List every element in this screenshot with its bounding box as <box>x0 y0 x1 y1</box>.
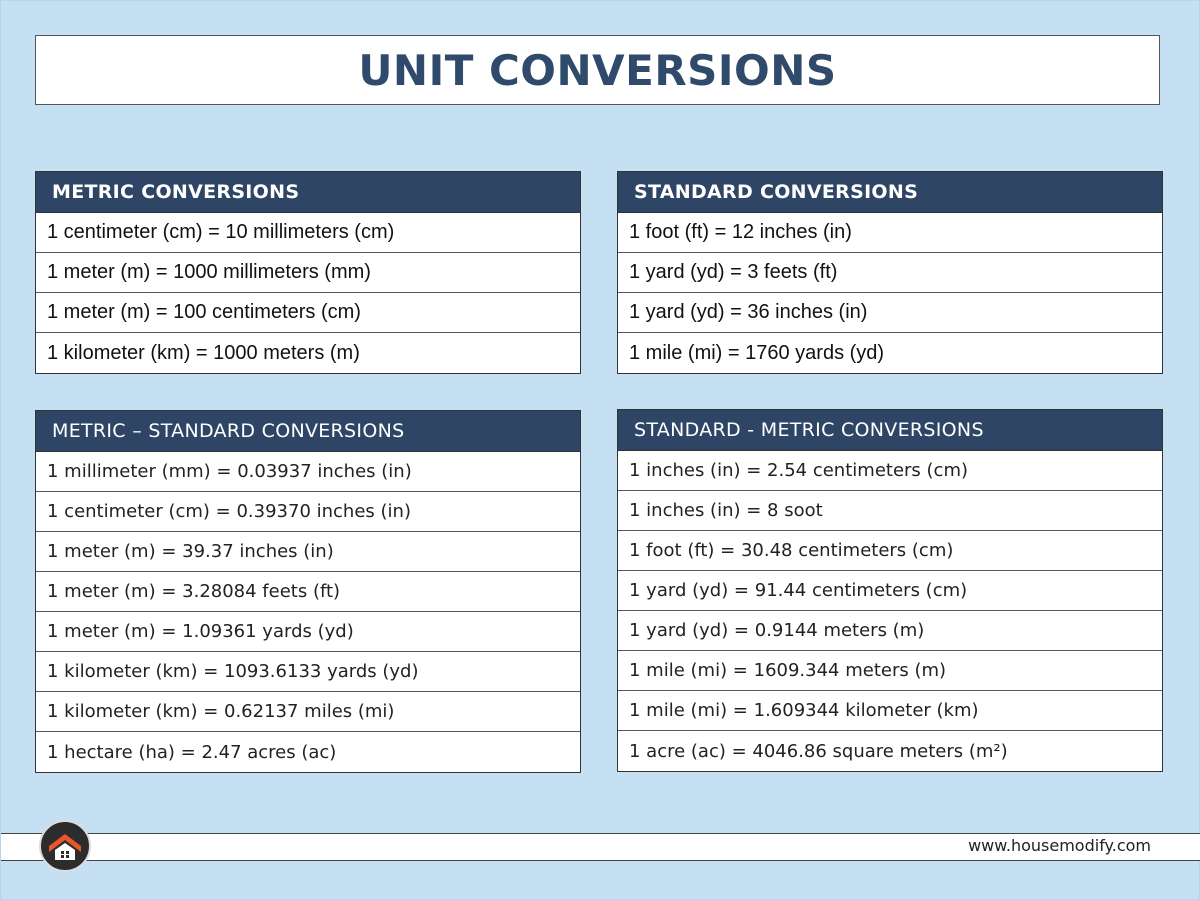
website-link[interactable]: www.housemodify.com <box>968 836 1151 855</box>
table-header: STANDARD - METRIC CONVERSIONS <box>618 410 1162 451</box>
page-title: UNIT CONVERSIONS <box>358 45 837 95</box>
table-row: 1 kilometer (km) = 1000 meters (m) <box>47 341 360 364</box>
table-row: 1 yard (yd) = 0.9144 meters (m) <box>618 611 1162 651</box>
table-row: 1 mile (mi) = 1760 yards (yd) <box>629 341 885 364</box>
table-header: METRIC CONVERSIONS <box>36 172 580 213</box>
table-row: 1 yard (yd) = 3 feets (ft) <box>618 253 1162 293</box>
table-row: 1 foot (ft) = 30.48 centimeters (cm) <box>618 531 1162 571</box>
metric-standard-conversions-table <box>35 410 581 773</box>
table-row: 1 centimeter (cm) = 0.39370 inches (in) <box>36 492 580 532</box>
table-row: 1 hectare (ha) = 2.47 acres (ac) <box>47 741 337 763</box>
table-row: 1 yard (yd) = 91.44 centimeters (cm) <box>618 571 1162 611</box>
table-row: 1 centimeter (cm) = 10 millimeters (cm) <box>36 213 580 253</box>
title-banner <box>35 35 1160 105</box>
table-row: 1 kilometer (km) = 1093.6133 yards (yd) <box>36 652 580 692</box>
standard-metric-conversions-table <box>617 409 1163 772</box>
table-row: 1 inches (in) = 2.54 centimeters (cm) <box>618 451 1162 491</box>
table-header: METRIC – STANDARD CONVERSIONS <box>36 411 580 452</box>
table-row: 1 meter (m) = 39.37 inches (in) <box>36 532 580 572</box>
table-header: STANDARD CONVERSIONS <box>618 172 1162 213</box>
table-row: 1 acre (ac) = 4046.86 square meters (m²) <box>629 740 1008 762</box>
standard-conversions-table <box>617 171 1163 374</box>
table-row: 1 kilometer (km) = 0.62137 miles (mi) <box>36 692 580 732</box>
table-row: 1 meter (m) = 1000 millimeters (mm) <box>36 253 580 293</box>
table-row: 1 inches (in) = 8 soot <box>618 491 1162 531</box>
table-row: 1 mile (mi) = 1609.344 meters (m) <box>618 651 1162 691</box>
table-row: 1 meter (m) = 1.09361 yards (yd) <box>36 612 580 652</box>
table-row: 1 meter (m) = 100 centimeters (cm) <box>36 293 580 333</box>
table-row: 1 meter (m) = 3.28084 feets (ft) <box>36 572 580 612</box>
table-row: 1 foot (ft) = 12 inches (in) <box>618 213 1162 253</box>
table-row: 1 mile (mi) = 1.609344 kilometer (km) <box>618 691 1162 731</box>
metric-conversions-table <box>35 171 581 374</box>
table-row: 1 yard (yd) = 36 inches (in) <box>618 293 1162 333</box>
house-logo-icon <box>39 820 91 872</box>
table-row: 1 millimeter (mm) = 0.03937 inches (in) <box>36 452 580 492</box>
